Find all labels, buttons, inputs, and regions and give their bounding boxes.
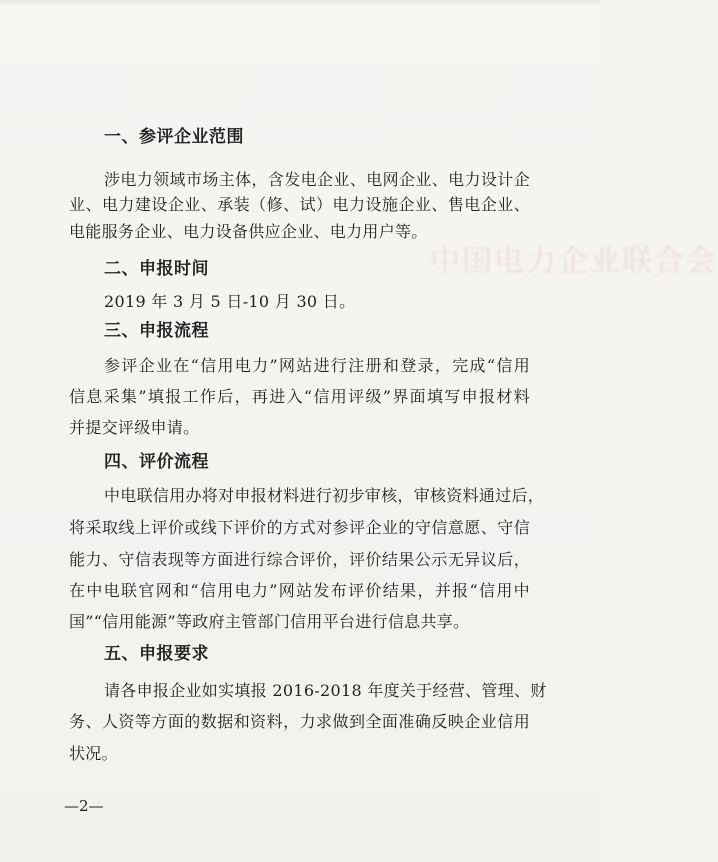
paragraph-line: 涉电力领域市场主体，含发电企业、电网企业、电力设计企: [104, 170, 530, 189]
page-edge-shadow: [0, 0, 600, 6]
page-number: —2—: [64, 797, 104, 815]
paragraph-line: 国”“信用能源”等政府主管部门信用平台进行信息共享。: [69, 612, 470, 631]
section-heading-scope: 一、参评企业范围: [104, 127, 244, 147]
section-heading-evaluation: 四、评价流程: [104, 452, 209, 472]
paragraph-line: 状况。: [69, 744, 118, 763]
paragraph-line: 信息采集”填报工作后，再进入“信用评级”界面填写申报材料: [69, 387, 530, 406]
section-heading-time: 二、申报时间: [104, 259, 209, 279]
paragraph-line: 请各申报企业如实填报 2016-2018 年度关于经营、管理、财: [104, 681, 547, 700]
paragraph-line: 中电联信用办将对申报材料进行初步审核，审核资料通过后，: [104, 486, 545, 505]
paragraph-line: 将采取线上评价或线下评价的方式对参评企业的守信意愿、守信: [69, 518, 530, 537]
paragraph-line: 2019 年 3 月 5 日-10 月 30 日。: [104, 292, 356, 311]
section-heading-requirements: 五、申报要求: [104, 644, 209, 664]
paragraph-line: 务、人资等方面的数据和资料，力求做到全面准确反映企业信用: [69, 712, 530, 731]
paragraph-line: 并提交评级申请。: [69, 418, 200, 437]
paragraph-line: 在中电联官网和“信用电力”网站发布评价结果，并报“信用中: [69, 581, 530, 600]
paragraph-line: 业、电力建设企业、承装（修、试）电力设施企业、售电企业、: [69, 195, 530, 214]
paragraph-line: 电能服务企业、电力设备供应企业、电力用户等。: [69, 222, 428, 241]
bleed-through-text: 中国电力企业联合会: [430, 244, 718, 279]
paragraph-line: 能力、守信表现等方面进行综合评价，评价结果公示无异议后，: [69, 550, 530, 569]
paragraph-line: 参评企业在“信用电力”网站进行注册和登录，完成“信用: [104, 356, 530, 375]
section-heading-process: 三、申报流程: [104, 321, 209, 341]
